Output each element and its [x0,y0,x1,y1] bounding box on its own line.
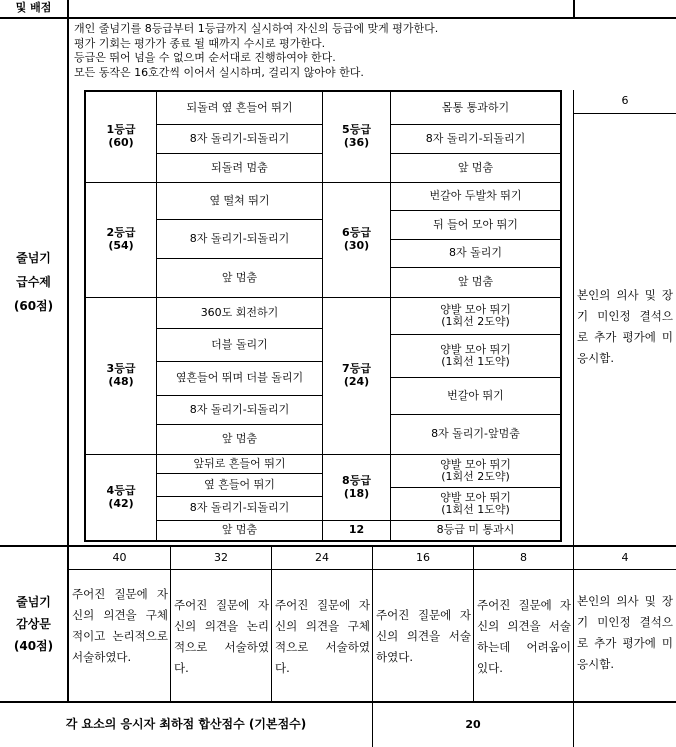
grade-score: (48) [108,375,134,388]
grade-name: 3등급 [106,362,136,376]
skill-cell: 앞뒤로 흔들어 뛰기 [193,456,286,470]
intro-line: 등급은 뛰어 넘을 수 없으며 순서대로 진행하여야 한다. [74,51,336,64]
criterion-4: 본인의 의사 및 장기 미인정 결석으로 추가 평가에 미응시함. [577,594,673,671]
skill-cell: 360도 회전하기 [200,305,279,319]
criterion-8: 주어진 질문에 자신의 의견을 서술하는데 어려움이 있다. [477,598,571,675]
grade-name: 1등급 [106,123,136,137]
grade-score: (42) [108,496,134,510]
section1-label-line: (60점) [13,299,54,313]
skill-cell: 앞 멈춤 [221,270,258,284]
skill-cell: 뒤 들어 모아 뛰기 [433,217,518,231]
score-24: 24 [315,550,329,564]
grade-score: (36) [343,136,370,149]
skill-cell: 되돌려 옆 흔들어 뛰기 [186,100,293,114]
criterion-40: 주어진 질문에 자신의 의견을 구체적이고 논리적으로 서술하였다. [72,587,168,664]
skill-cell: 8자 돌리기-되돌리기 [189,402,290,416]
footer-value: 20 [465,717,481,731]
grade-4-label [86,455,156,540]
skill-cell: 8자 돌리기-되돌리기 [189,131,290,145]
section1-label [0,19,67,545]
section2-label-line: (40점) [13,639,54,653]
grade-name: 5등급 [342,123,371,137]
grade-score: (18) [343,486,370,500]
grade-name: 4등급 [106,483,136,497]
skill-cell: 양발 모아 뛰기 (1회선 2도약) [440,303,511,328]
fail-label: 8등급 미 통과시 [436,523,515,537]
criterion-24: 주어진 질문에 자신의 의견을 구체적으로 서술하였다. [275,598,370,675]
grade-1-label [86,92,156,182]
skill-cell: 8자 돌리기-되돌리기 [425,131,526,145]
grade-5-label [323,92,390,182]
criterion-16: 주어진 질문에 자신의 의견을 서술하였다. [376,608,471,664]
intro-line: 모든 동작은 16호간씩 이어서 실시하며, 걸리지 않아야 한다. [74,65,364,79]
score-4: 4 [621,550,629,564]
skill-cell: 앞 멈춤 [221,523,258,537]
section2-label-line: 감상문 [16,617,51,631]
score-16: 16 [416,550,430,564]
section2-label-line: 줄넘기 [16,595,51,609]
skill-cell: 양발 모아 뛰기 (1회선 1도약) [440,343,511,368]
section1-label-line: 줄넘기 [16,251,51,265]
section2-label [0,547,67,701]
intro-line: 평가 기회는 평가가 종료 될 때까지 수시로 평가한다. [74,36,326,50]
skill-cell: 더블 돌리기 [211,337,268,351]
header-label: 및 배점 [15,1,52,15]
skill-cell: 번갈아 두발차 뛰기 [429,189,522,203]
skill-cell: 몸통 통과하기 [441,100,510,114]
skill-cell: 앞 멈춤 [457,275,494,289]
footer-label: 각 요소의 응시자 최하점 합산점수 (기본점수) [65,717,307,732]
extra-note: 본인의 의사 및 장기 미인정 결석으로 추가 평가에 미응시함. [577,288,673,365]
skill-cell: 8자 돌리기 [449,246,502,260]
criterion-32: 주어진 질문에 자신의 의견을 논리적으로 서술하였다. [174,598,269,675]
score-8: 8 [520,550,527,564]
skill-cell: 옆 떨쳐 뛰기 [209,193,270,207]
skill-cell: 양발 모아 뛰기 (1회선 2도약) [440,458,511,483]
extra-score: 6 [621,94,629,108]
grade-8-label [323,455,390,520]
grade-score: (60) [108,136,134,149]
grade-name: 8등급 [342,473,371,487]
grade-score: (54) [108,239,134,252]
fail-score: 12 [348,523,365,537]
grade-3-label [86,298,156,454]
skill-cell: 양발 모아 뛰기 (1회선 1도약) [440,491,511,516]
skill-cell: 옆흔들어 뛰며 더블 돌리기 [175,371,304,385]
skill-cell: 번갈아 뛰기 [447,388,504,402]
grade-score: (24) [343,375,370,388]
skill-cell: 8자 돌리기-되돌리기 [189,231,290,245]
grade-2-label [86,183,156,297]
grade-name: 2등급 [106,226,136,240]
grade-score: (30) [343,239,370,252]
score-32: 32 [214,550,228,564]
grade-7-label [323,298,390,454]
skill-cell: 앞 멈춤 [221,432,258,446]
skill-cell: 8자 돌리기-앞멈춤 [431,427,520,441]
section1-intro [74,22,438,80]
intro-line: 개인 줄넘기를 8등급부터 1등급까지 실시하여 자신의 등급에 맞게 평가한다. [74,22,439,35]
grade-name: 6등급 [342,226,371,240]
skill-cell: 되돌려 멈춤 [211,160,268,174]
section1-label-line: 급수제 [16,275,51,289]
skill-cell: 앞 멈춤 [457,160,494,174]
grade-6-label [323,183,390,297]
score-40: 40 [112,550,127,564]
skill-cell: 8자 돌리기-되돌리기 [189,501,290,515]
grade-name: 7등급 [342,362,371,376]
skill-cell: 옆 흔들어 뛰기 [204,477,275,491]
